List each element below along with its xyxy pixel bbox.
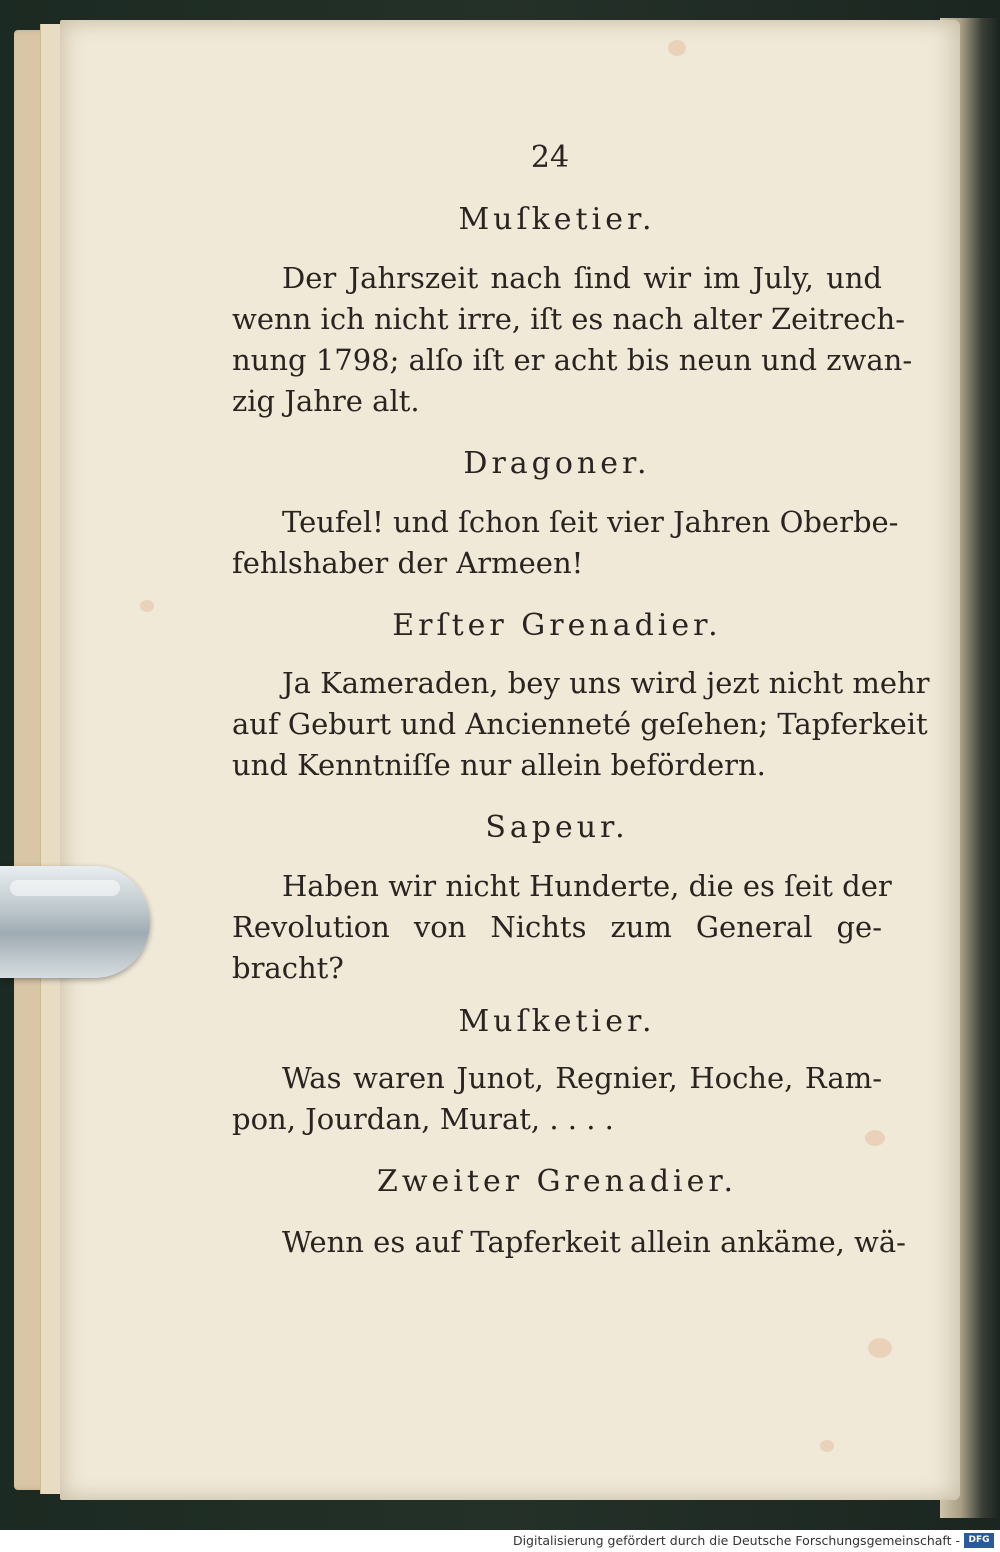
foxing-spot bbox=[140, 600, 154, 612]
dialogue-paragraph bbox=[232, 502, 899, 584]
text-line: Haben wir nicht Hunderte, die es ſeit der bbox=[282, 869, 892, 903]
text-line: Revolution von Nichts zum General ge- bbox=[232, 910, 882, 944]
text-line: Der Jahrszeit nach ſind wir im July, und bbox=[282, 261, 882, 295]
funding-credit: Digitalisierung gefördert durch die Deutsche Forschungsgemeinschaft - bbox=[512, 1533, 960, 1548]
text-line: pon, Jourdan, Murat, . . . . bbox=[232, 1102, 614, 1136]
page-clip bbox=[0, 866, 150, 978]
text-line: bracht? bbox=[232, 951, 344, 985]
dialogue-paragraph bbox=[232, 866, 892, 989]
speaker-heading: Muſketier. bbox=[458, 1004, 656, 1039]
text-line: zig Jahre alt. bbox=[232, 384, 420, 418]
text-line: Teufel! und ſchon ſeit vier Jahren Oberbe- bbox=[282, 505, 899, 539]
text-line: Ja Kameraden, bey uns wird jezt nicht mehr bbox=[282, 666, 930, 700]
dialogue-paragraph bbox=[232, 663, 930, 786]
footer-bar bbox=[0, 1530, 1000, 1552]
speaker-heading: Zweiter Grenadier. bbox=[377, 1164, 737, 1199]
dialogue-paragraph bbox=[232, 258, 913, 422]
text-line: fehlshaber der Armeen! bbox=[232, 546, 584, 580]
dfg-logo: DFG bbox=[964, 1533, 994, 1548]
text-line: Wenn es auf Tapferkeit allein ankäme, wä- bbox=[282, 1225, 906, 1259]
text-line: und Kenntniſſe nur allein befördern. bbox=[232, 748, 766, 782]
text-line: wenn ich nicht irre, iſt es nach alter Zeitrech- bbox=[232, 302, 906, 336]
text-line: Was waren Junot, Regnier, Hoche, Ram- bbox=[282, 1061, 882, 1095]
foxing-spot bbox=[668, 40, 686, 56]
page-number: 24 bbox=[530, 140, 570, 175]
text-line: nung 1798; alſo iſt er acht bis neun und zwan- bbox=[232, 343, 913, 377]
text-line: auf Geburt und Ancienneté geſehen; Tapferkeit bbox=[232, 707, 928, 741]
dialogue-paragraph bbox=[232, 1222, 906, 1263]
dialogue-paragraph bbox=[232, 1058, 882, 1140]
speaker-heading: Muſketier. bbox=[458, 202, 656, 237]
foxing-spot bbox=[868, 1338, 892, 1358]
speaker-heading: Dragoner. bbox=[463, 446, 651, 481]
foxing-spot bbox=[820, 1440, 834, 1452]
speaker-heading: Sapeur. bbox=[485, 810, 629, 845]
speaker-heading: Erſter Grenadier. bbox=[392, 608, 722, 643]
